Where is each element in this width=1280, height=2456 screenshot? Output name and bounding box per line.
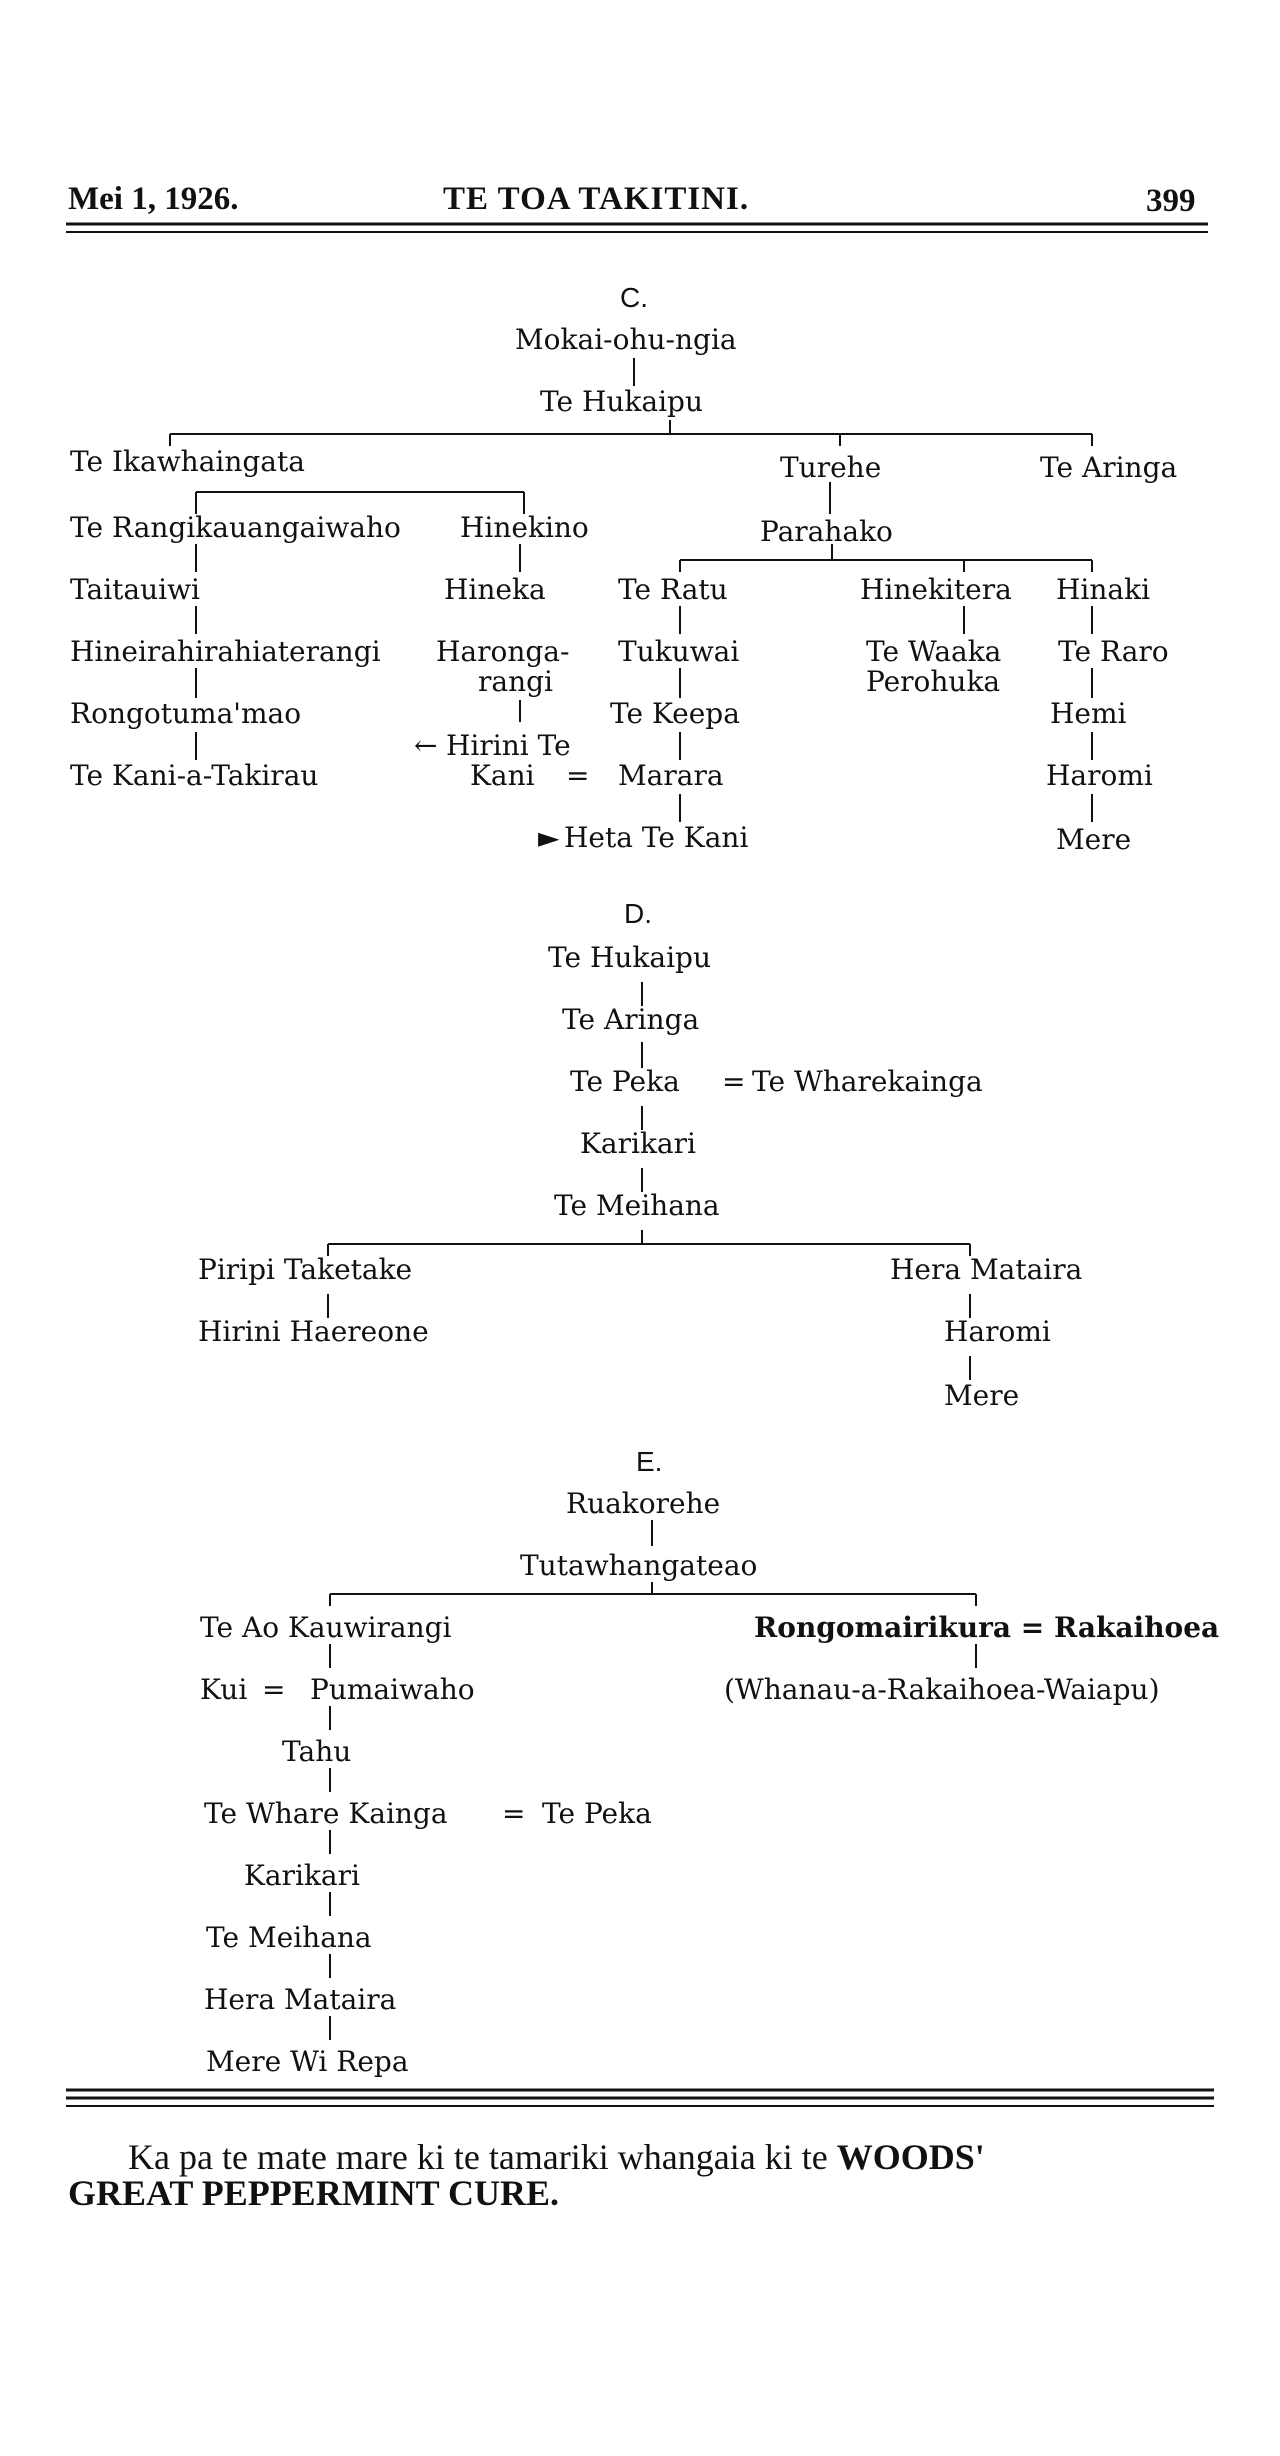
ancestor-name: Hineirahirahiaterangi [70,635,381,668]
advertisement [128,2138,985,2176]
ancestor-name: Te Kani-a-Takirau [70,759,319,792]
ancestor-name: Mere Wi Repa [206,2045,409,2078]
ancestor-name: Pumaiwaho [310,1673,475,1706]
ancestor-name: Haromi [944,1315,1051,1348]
ancestor-name: Te Ratu [618,573,728,606]
ancestor-name: Ruakorehe [566,1487,721,1520]
ancestor-name: Hemi [1050,697,1127,730]
ancestor-name: Kani [470,759,535,792]
ancestor-name: Karikari [580,1127,696,1160]
issue-date: Mei 1, 1926. [68,181,239,217]
ancestor-name: Te Meihana [206,1921,372,1954]
ancestor-name: Haromi [1046,759,1153,792]
ancestor-name: Hirini Haereone [198,1315,429,1348]
ancestor-name: Te Meihana [554,1189,720,1222]
ancestor-name: Te Peka [542,1797,652,1830]
marriage-sign: = [722,1065,746,1098]
ancestor-name: Te Rangikauangaiwaho [70,511,401,544]
ancestor-name: Tutawhangateao [520,1549,758,1582]
ancestor-name: Marara [618,759,724,792]
ancestor-name: rangi [478,665,553,698]
ancestor-name: Parahako [760,515,893,548]
ancestor-name: Kui [200,1673,248,1706]
ancestor-name: Rongotuma'mao [70,697,302,730]
ancestor-name: Te Ikawhaingata [70,445,305,478]
ancestor-name: Hinekino [460,511,589,544]
marriage-sign: = [566,759,590,792]
ancestor-name: Te Hukaipu [540,385,703,418]
ancestor-name: Te Aringa [1040,451,1178,484]
page-number: 399 [1146,183,1196,219]
pointer-mark: ← [414,729,438,762]
ancestor-name: Taitauiwi [70,573,201,606]
ancestor-name: Hinaki [1056,573,1151,606]
ancestor-name: Te Hukaipu [548,941,711,974]
ad-brand: WOODS' [836,2137,985,2177]
section-label-c: C. [620,282,648,313]
ancestor-name: Hineka [444,573,546,606]
ad-brand-product: GREAT PEPPERMINT CURE. [68,2173,560,2213]
ancestor-name: Te Raro [1058,635,1169,668]
marriage-sign: = [502,1797,526,1830]
ancestor-name: Te Waaka [866,635,1002,668]
ancestor-name: Perohuka [866,665,1001,698]
ancestor-name: Te Whare Kainga [204,1797,448,1830]
ancestor-name: Mere [1056,823,1132,856]
ancestor-name: Tukuwai [618,635,740,668]
ancestor-name: Te Keepa [610,697,740,730]
pointer-mark: ► [538,821,560,854]
ancestor-name: Hinekitera [860,573,1012,606]
ancestor-name: Piripi Taketake [198,1253,413,1286]
section-label-e: E. [636,1446,663,1477]
ancestor-name: Te Ao Kauwirangi [200,1611,452,1644]
ancestor-name: Mere [944,1379,1020,1412]
advertisement-line-2 [68,2174,559,2212]
marriage-sign: = [262,1673,286,1706]
ancestor-name: Hera Mataira [204,1983,397,2016]
ancestor-name: Mokai-ohu-ngia [515,323,737,356]
ancestor-name: Te Aringa [562,1003,700,1036]
ad-text: Ka pa te mate mare ki te tamariki whangaia ki te [128,2137,828,2177]
ancestor-name: Turehe [780,451,882,484]
section-label-d: D. [624,898,652,929]
ancestor-name: Heta Te Kani [564,821,749,854]
newspaper-title: TE TOA TAKITINI. [443,181,750,217]
ancestor-name: Hirini Te [446,729,571,762]
ancestor-name: Te Peka [570,1065,680,1098]
ancestor-name: Hera Mataira [890,1253,1083,1286]
ancestor-name: Rongomairikura = Rakaihoea [754,1611,1220,1644]
ancestor-name: Karikari [244,1859,360,1892]
ancestor-name: (Whanau-a-Rakaihoea-Waiapu) [724,1673,1160,1706]
ancestor-name: Haronga- [436,635,570,668]
ancestor-name: Te Wharekainga [752,1065,983,1098]
ancestor-name: Tahu [282,1735,352,1768]
